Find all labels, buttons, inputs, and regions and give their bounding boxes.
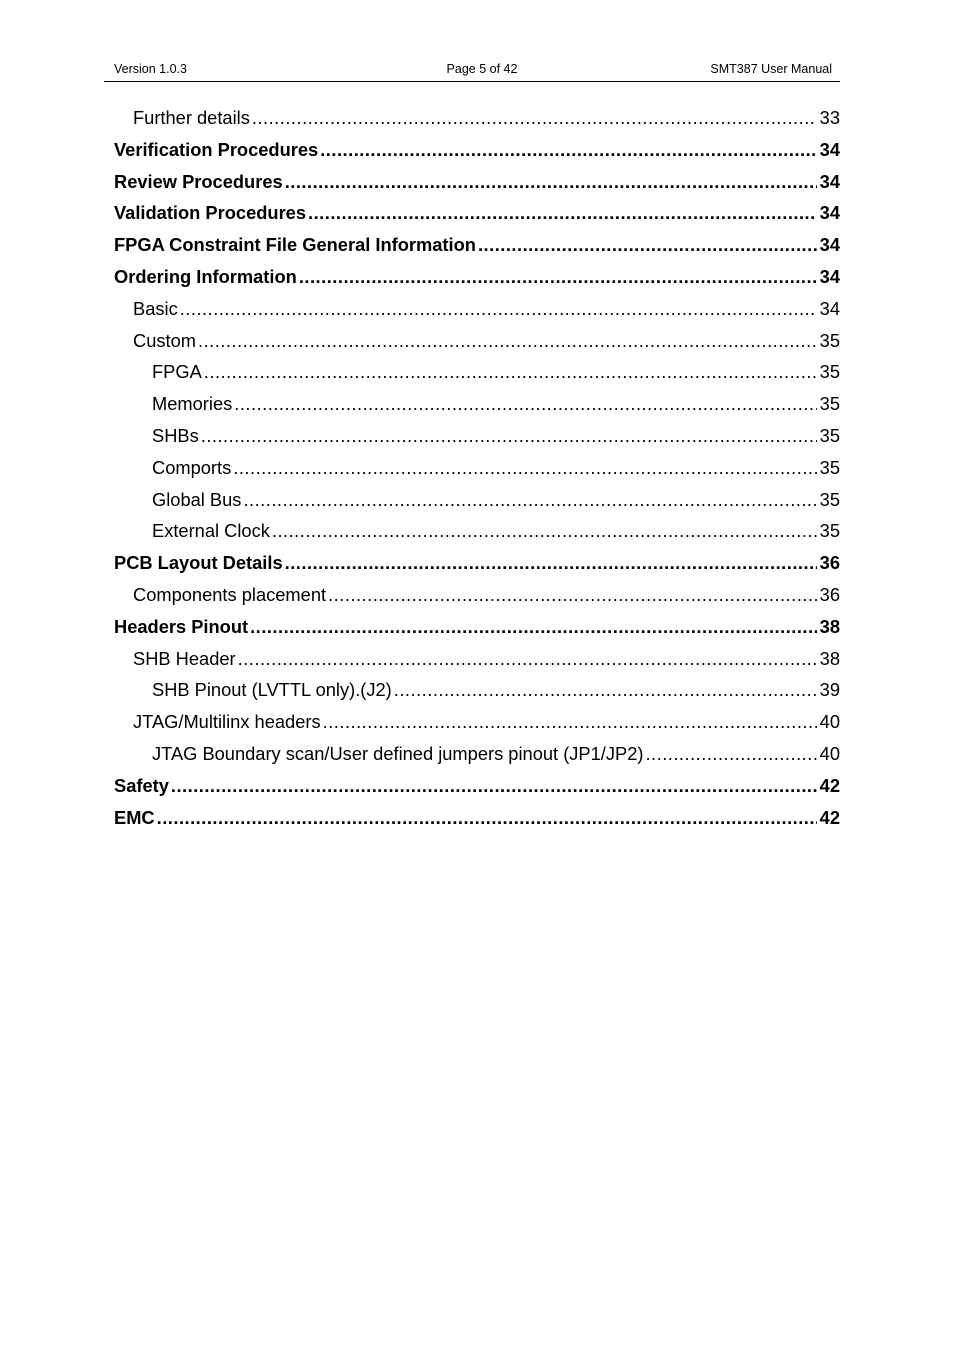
toc-entry-page: 42	[819, 774, 840, 796]
toc-entry-title: Ordering Information	[114, 265, 297, 287]
toc-entry-title: Safety	[114, 774, 169, 796]
toc-entry-page: 38	[819, 647, 840, 669]
toc-entry-title: SHBs	[152, 424, 199, 446]
toc-entry-page: 34	[819, 202, 840, 224]
toc-entry[interactable]	[114, 709, 840, 741]
toc-entry-title: Memories	[152, 393, 233, 415]
toc-entry-page: 35	[819, 361, 840, 383]
toc-entry-page: 34	[819, 170, 840, 192]
toc-entry-title: JTAG/Multilinx headers	[133, 711, 321, 733]
toc-dot-leader	[204, 359, 817, 385]
toc-entry[interactable]	[114, 328, 840, 360]
toc-entry-page: 34	[819, 265, 840, 287]
toc-entry-title: Comports	[152, 456, 232, 478]
toc-entry-page: 34	[819, 234, 840, 256]
toc-dot-leader	[272, 518, 817, 544]
toc-entry-title: Components placement	[133, 583, 327, 605]
toc-entry-page: 38	[819, 615, 840, 637]
toc-entry-page: 35	[819, 393, 840, 415]
toc-entry-title: JTAG Boundary scan/User defined jumpers pinout (JP1/JP2)	[152, 742, 644, 764]
toc-entry-title: Headers Pinout	[114, 615, 249, 637]
toc-dot-leader	[238, 646, 817, 672]
toc-entry[interactable]	[114, 677, 840, 709]
toc-entry-title: FPGA Constraint File General Information	[114, 234, 476, 256]
toc-entry[interactable]	[114, 550, 840, 582]
toc-entry-page: 36	[819, 552, 840, 574]
toc-dot-leader	[323, 709, 817, 735]
toc-entry-title: External Clock	[152, 520, 270, 542]
table-of-contents	[114, 105, 840, 836]
toc-entry[interactable]	[114, 646, 840, 678]
toc-entry[interactable]	[114, 614, 840, 646]
toc-dot-leader	[201, 423, 817, 449]
toc-entry[interactable]	[114, 741, 840, 773]
toc-entry-title: SHB Header	[133, 647, 236, 669]
toc-entry[interactable]	[114, 773, 840, 805]
toc-entry-title: EMC	[114, 806, 155, 828]
toc-entry[interactable]	[114, 518, 840, 550]
toc-entry-page: 35	[819, 424, 840, 446]
header-divider	[104, 81, 840, 82]
page-header	[104, 61, 840, 79]
toc-entry[interactable]	[114, 582, 840, 614]
toc-entry[interactable]	[114, 232, 840, 264]
toc-dot-leader	[320, 137, 816, 163]
toc-dot-leader	[171, 773, 817, 799]
toc-entry-page: 35	[819, 329, 840, 351]
toc-entry-page: 35	[819, 520, 840, 542]
toc-dot-leader	[250, 614, 817, 640]
toc-entry[interactable]	[114, 105, 840, 137]
toc-entry-title: FPGA	[152, 361, 202, 383]
toc-entry-title: PCB Layout Details	[114, 552, 283, 574]
header-page-number: Page 5 of 42	[446, 62, 518, 76]
toc-entry-page: 35	[819, 456, 840, 478]
toc-entry[interactable]	[114, 805, 840, 837]
toc-entry[interactable]	[114, 296, 840, 328]
toc-entry-page: 36	[819, 583, 840, 605]
toc-dot-leader	[299, 264, 817, 290]
toc-entry-title: Further details	[133, 107, 250, 128]
toc-entry[interactable]	[114, 487, 840, 519]
toc-entry-title: Basic	[133, 297, 178, 319]
toc-dot-leader	[308, 200, 817, 226]
toc-dot-leader	[328, 582, 817, 608]
toc-entry-title: Review Procedures	[114, 170, 283, 192]
toc-entry-title: Validation Procedures	[114, 202, 307, 224]
toc-dot-leader	[198, 328, 817, 354]
toc-entry[interactable]	[114, 137, 840, 169]
header-manual-title: SMT387 User Manual	[710, 62, 832, 76]
toc-entry-title: Global Bus	[152, 488, 242, 510]
toc-dot-leader	[478, 232, 817, 258]
toc-entry-page: 35	[819, 488, 840, 510]
toc-entry-page: 34	[819, 297, 840, 319]
toc-dot-leader	[180, 296, 817, 322]
toc-entry-page: 39	[819, 679, 840, 701]
toc-entry[interactable]	[114, 423, 840, 455]
toc-entry[interactable]	[114, 169, 840, 201]
toc-entry[interactable]	[114, 264, 840, 296]
toc-dot-leader	[243, 487, 816, 513]
header-version: Version 1.0.3	[114, 62, 187, 76]
toc-dot-leader	[285, 550, 817, 576]
toc-dot-leader	[157, 805, 817, 831]
toc-entry[interactable]	[114, 200, 840, 232]
toc-dot-leader	[394, 677, 817, 703]
toc-dot-leader	[234, 391, 816, 417]
toc-entry[interactable]	[114, 359, 840, 391]
toc-entry-title: Custom	[133, 329, 196, 351]
toc-entry[interactable]	[114, 455, 840, 487]
toc-entry-page: 33	[819, 107, 840, 128]
toc-entry-title: Verification Procedures	[114, 138, 319, 160]
toc-dot-leader	[252, 105, 817, 131]
toc-entry-page: 42	[819, 806, 840, 828]
toc-entry[interactable]	[114, 391, 840, 423]
toc-dot-leader	[233, 455, 816, 481]
toc-dot-leader	[645, 741, 816, 767]
toc-entry-page: 40	[819, 742, 840, 764]
toc-entry-page: 40	[819, 711, 840, 733]
toc-entry-page: 34	[819, 138, 840, 160]
toc-entry-title: SHB Pinout (LVTTL only).(J2)	[152, 679, 392, 701]
toc-dot-leader	[285, 169, 817, 195]
